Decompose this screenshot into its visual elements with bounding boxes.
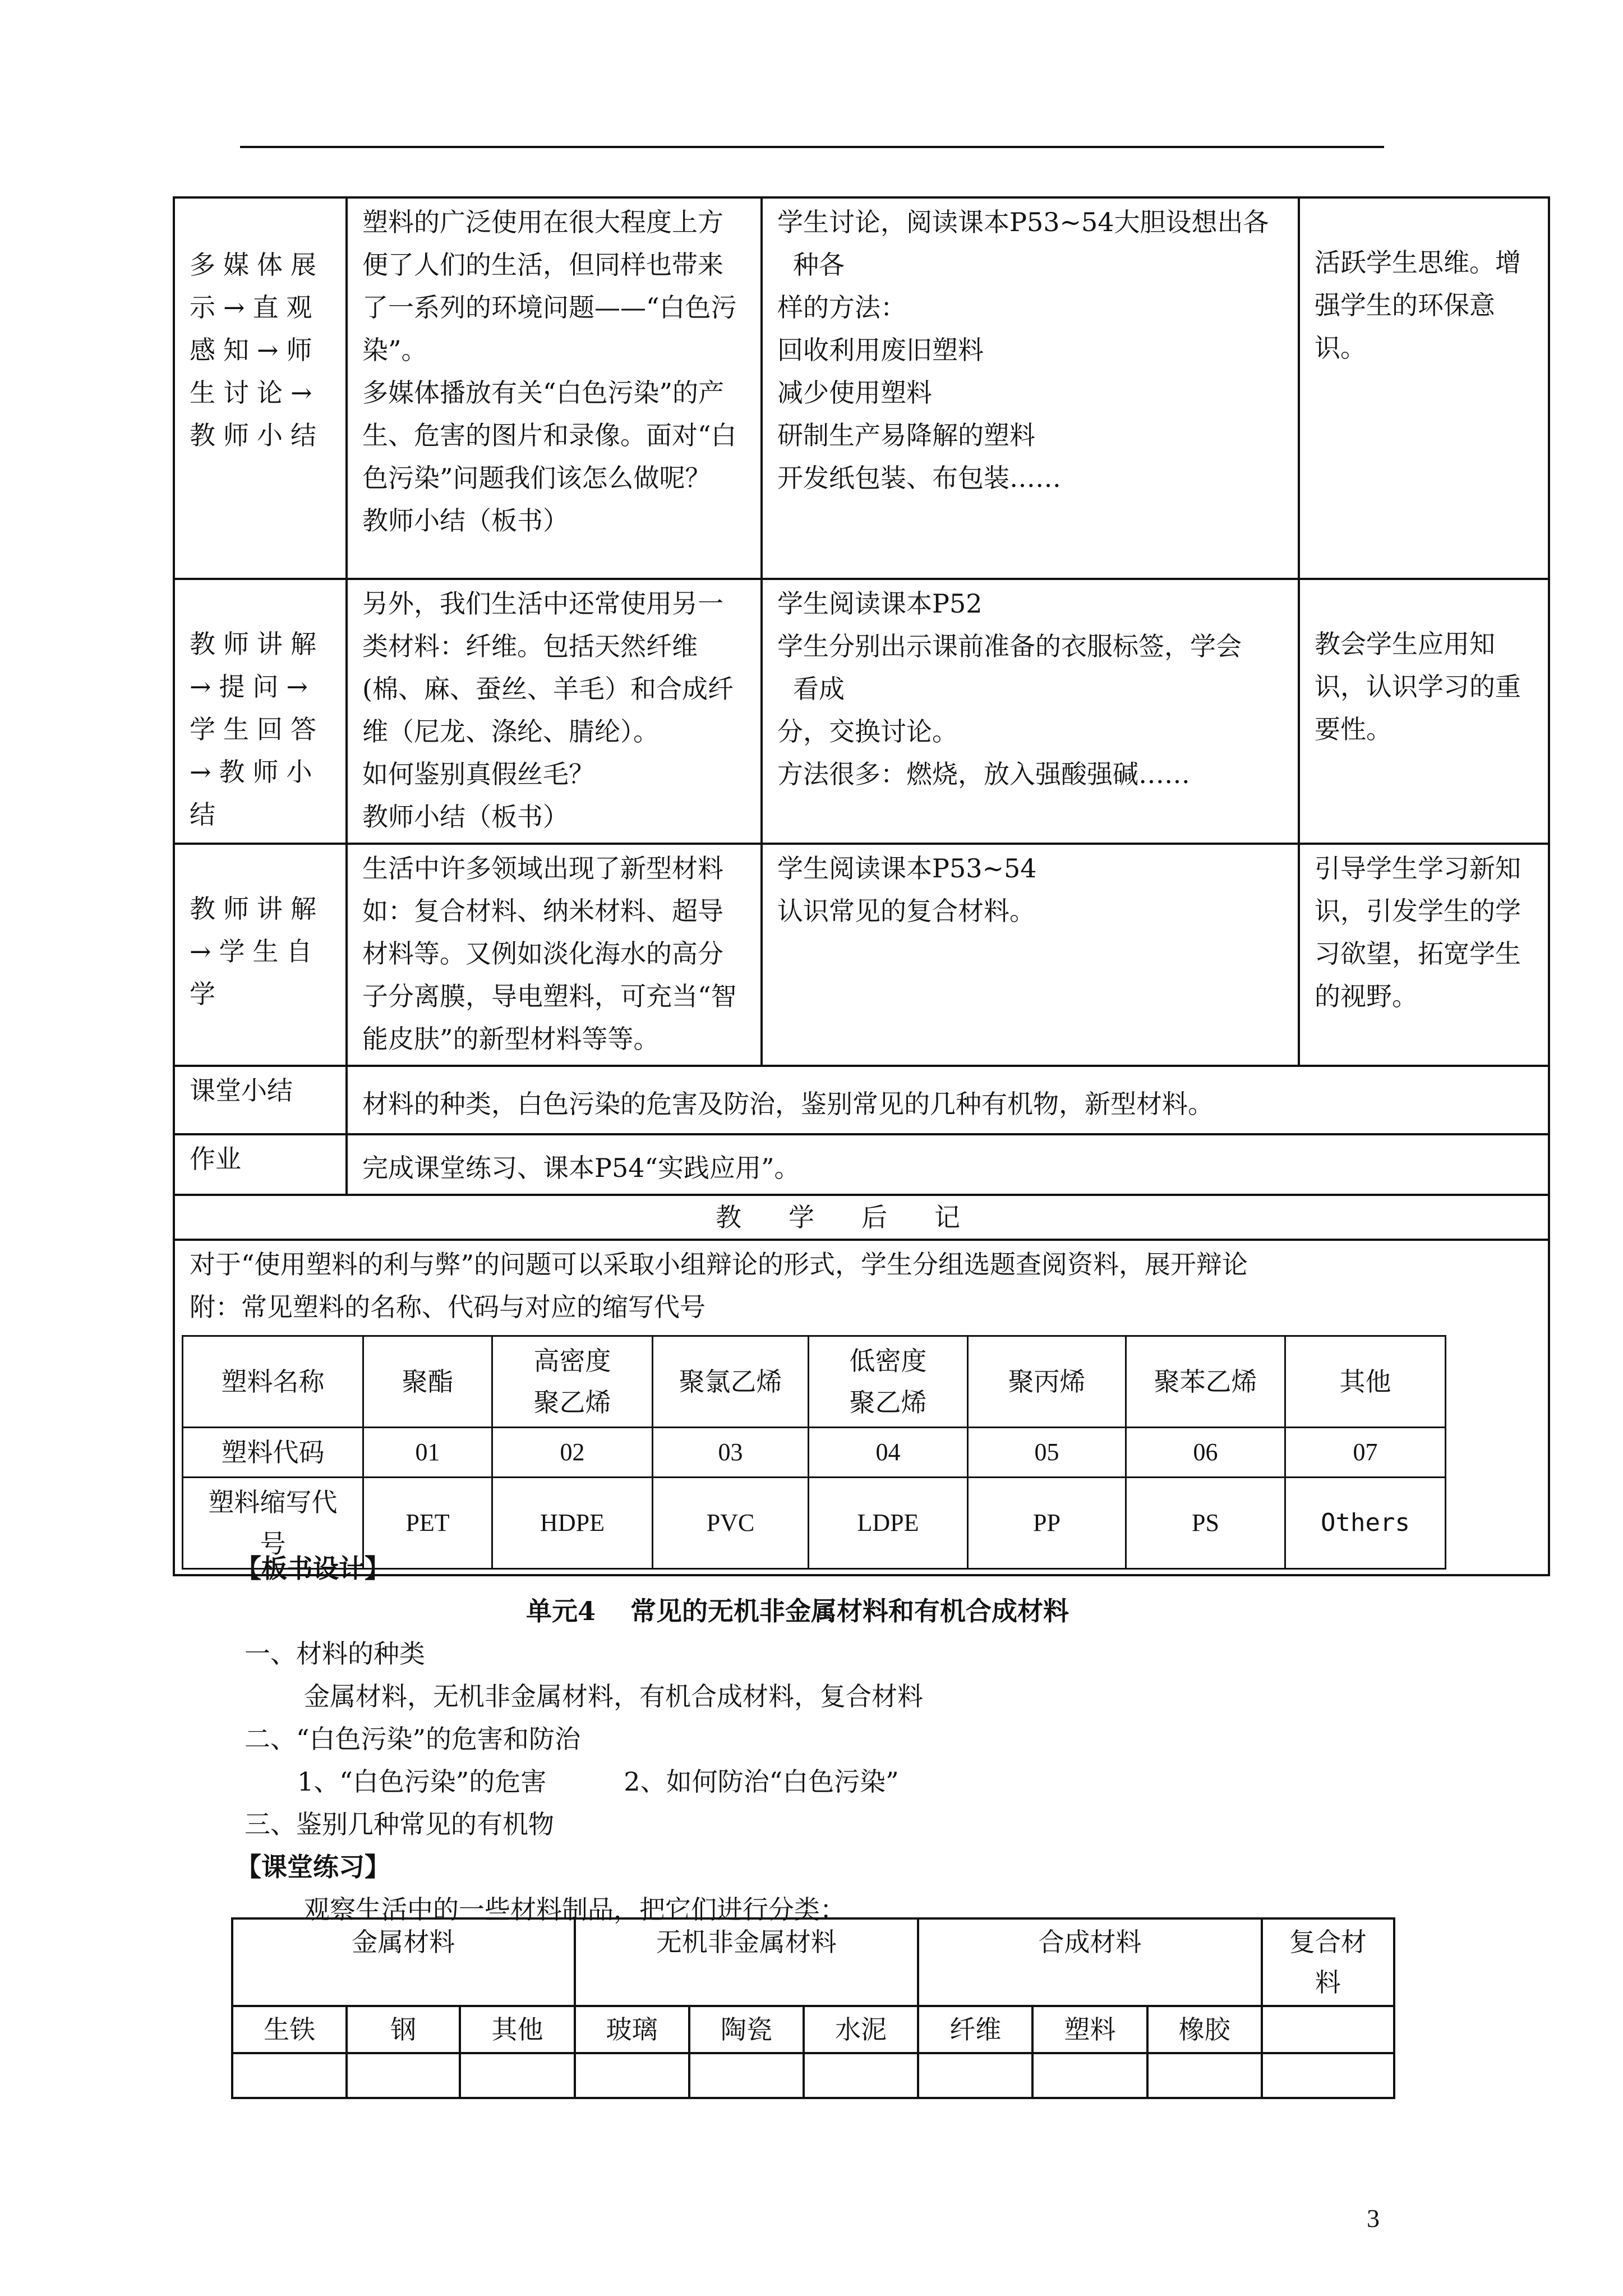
method-cell: 教师讲解→学生自学 (174, 844, 347, 1066)
plastic-code: 05 (968, 1428, 1126, 1478)
student-text: 学生讨论，阅读课本P53~54大胆设想出各 (777, 207, 1269, 237)
teacher-text: 多媒体播放有关“白色污染”的产生、危害的图片和录像。面对“白色污染”问题我们该怎么做呢？ (362, 378, 737, 493)
postscript-body (174, 1240, 1549, 1575)
method-cell: 教师讲解→提问→学生回答→教师小结 (174, 579, 347, 844)
homework-label: 作业 (174, 1134, 347, 1195)
plastic-name: 聚酯 (363, 1336, 492, 1428)
plastic-abbr: PP (968, 1478, 1126, 1569)
plastic-abbr: HDPE (492, 1478, 653, 1569)
student-text: 学生阅读课本P52 (777, 588, 983, 619)
postscript-row (174, 1240, 1549, 1575)
plastic-code: 02 (492, 1428, 653, 1478)
plastics-table (182, 1335, 1446, 1570)
answer-cell[interactable] (232, 2053, 347, 2098)
answer-cell[interactable] (689, 2053, 804, 2098)
plastic-code: 07 (1285, 1428, 1446, 1478)
exercise-table (231, 1917, 1395, 2099)
plastic-abbr: Others (1285, 1478, 1446, 1569)
plastic-name: 高密度聚乙烯 (492, 1336, 653, 1428)
student-text: 开发纸包装、布包装…… (777, 463, 1061, 493)
item-header: 橡胶 (1147, 2006, 1262, 2053)
student-text: 回收利用废旧塑料 (777, 335, 984, 365)
postscript-heading-row (174, 1195, 1549, 1240)
homework-row (174, 1134, 1549, 1195)
item-header: 塑料 (1032, 2006, 1147, 2053)
item-header: 生铁 (232, 2006, 347, 2053)
plastic-name: 聚丙烯 (968, 1336, 1126, 1428)
teacher-cell (347, 579, 762, 844)
student-text: 研制生产易降解的塑料 (777, 420, 1035, 450)
student-text: 方法很多：燃烧，放入强酸强碱…… (777, 759, 1190, 789)
teacher-text: 教师小结（板书） (362, 505, 569, 536)
header-rule (240, 146, 1384, 148)
teacher-cell (347, 844, 762, 1066)
board-section-1-body: 金属材料，无机非金属材料，有机合成材料，复合材料 (304, 1681, 923, 1711)
student-text: 看成 (793, 674, 845, 704)
group-header: 金属材料 (232, 1918, 575, 2006)
board-title: 单元4 常见的无机非金属材料和有机合成材料 (526, 1596, 1069, 1626)
plastic-abbr: PET (363, 1478, 492, 1569)
plastic-code: 03 (653, 1428, 809, 1478)
postscript-heading: 教学后记 (174, 1195, 1549, 1240)
plastic-abbr: PS (1126, 1478, 1285, 1569)
student-text: 种各 (793, 250, 845, 280)
row-label: 塑料代码 (183, 1428, 363, 1478)
answer-cell[interactable] (1147, 2053, 1262, 2098)
plastic-code: 04 (809, 1428, 968, 1478)
board-heading: 【板书设计】 (236, 1553, 390, 1584)
student-text: 认识常见的复合材料。 (777, 896, 1035, 926)
plastic-code: 01 (363, 1428, 492, 1478)
teacher-cell (347, 197, 762, 579)
plastic-name: 其他 (1285, 1336, 1446, 1428)
lesson-row (174, 197, 1549, 579)
answer-cell[interactable] (918, 2053, 1032, 2098)
postscript-note: 附：常见塑料的名称、代码与对应的缩写代号 (190, 1292, 706, 1322)
postscript-text: 对于“使用塑料的利与弊”的问题可以采取小组辩论的形式，学生分组选题查阅资料，展开辩论 (190, 1249, 1248, 1280)
student-text: 减少使用塑料 (777, 378, 932, 408)
lesson-table (173, 196, 1550, 1576)
lesson-row (174, 844, 1549, 1066)
answer-cell[interactable] (575, 2053, 689, 2098)
exercise-heading: 【课堂练习】 (236, 1852, 390, 1882)
purpose-cell: 活跃学生思维。增强学生的环保意识。 (1299, 197, 1549, 579)
lesson-row (174, 579, 1549, 844)
student-text: 样的方法： (777, 292, 906, 323)
plastic-name: 聚苯乙烯 (1126, 1336, 1285, 1428)
board-section-2-body: 1、“白色污染”的危害 2、如何防治“白色污染” (297, 1766, 899, 1797)
answer-cell[interactable] (1032, 2053, 1147, 2098)
item-header: 玻璃 (575, 2006, 689, 2053)
plastic-abbr: PVC (653, 1478, 809, 1569)
purpose-cell: 引导学生学习新知识，引发学生的学习欲望，拓宽学生的视野。 (1299, 844, 1549, 1066)
item-header: 其他 (460, 2006, 574, 2053)
answer-cell[interactable] (804, 2053, 918, 2098)
board-section-3: 三、鉴别几种常见的有机物 (245, 1809, 554, 1839)
plastic-name: 聚氯乙烯 (653, 1336, 809, 1428)
group-header: 合成材料 (918, 1918, 1262, 2006)
plastic-abbr: LDPE (809, 1478, 968, 1569)
summary-label: 课堂小结 (174, 1066, 347, 1134)
student-text: 学生分别出示课前准备的衣服标签，学会 (777, 631, 1242, 661)
student-text: 分，交换讨论。 (777, 716, 958, 747)
answer-cell[interactable] (347, 2053, 460, 2098)
summary-text: 材料的种类，白色污染的危害及防治，鉴别常见的几种有机物，新型材料。 (347, 1066, 1549, 1134)
student-cell (762, 197, 1299, 579)
exercise-group-row (232, 1918, 1394, 2006)
homework-text: 完成课堂练习、课本P54“实践应用”。 (347, 1134, 1549, 1195)
group-header: 无机非金属材料 (575, 1918, 919, 2006)
teacher-text: 如何鉴别真假丝毛？ (362, 759, 594, 789)
plastic-code: 06 (1126, 1428, 1285, 1478)
student-cell (762, 844, 1299, 1066)
answer-cell[interactable] (1262, 2053, 1394, 2098)
teacher-text: 生活中许多领域出现了新型材料如：复合材料、纳米材料、超导材料等。又例如淡化海水的高分子分离膜，导电塑料，可充当“智能皮肤”的新型材料等等。 (362, 853, 737, 1054)
plastics-code-row (183, 1428, 1446, 1478)
teacher-text: 另外，我们生活中还常使用另一类材料：纤维。包括天然纤维(棉、麻、蚕丝、羊毛）和合成纤维（尼龙、涤纶、腈纶）。 (362, 588, 734, 747)
student-cell (762, 579, 1299, 844)
method-cell: 多媒体展示→直观感知→师生讨论→教师小结 (174, 197, 347, 579)
student-text: 学生阅读课本P53~54 (777, 853, 1037, 884)
board-section-2: 二、“白色污染”的危害和防治 (245, 1724, 581, 1754)
board-section-1: 一、材料的种类 (245, 1639, 425, 1669)
blank-cell[interactable] (1262, 2006, 1394, 2053)
row-label: 塑料缩写代号 (183, 1478, 363, 1569)
row-label: 塑料名称 (183, 1336, 363, 1428)
answer-cell[interactable] (460, 2053, 574, 2098)
exercise-intro: 观察生活中的一些材料制品，把它们进行分类： (304, 1894, 846, 1925)
exercise-item-row (232, 2006, 1394, 2053)
teacher-text: 教师小结（板书） (362, 802, 569, 832)
purpose-cell: 教会学生应用知识，认识学习的重要性。 (1299, 579, 1549, 844)
item-header: 陶瓷 (689, 2006, 804, 2053)
plastics-name-row (183, 1336, 1446, 1428)
item-header: 纤维 (918, 2006, 1032, 2053)
page-number: 3 (1367, 2204, 1380, 2233)
item-header: 水泥 (804, 2006, 918, 2053)
teacher-text: 塑料的广泛使用在很大程度上方便了人们的生活，但同样也带来了一系列的环境问题——“白色污染”。 (362, 207, 737, 365)
summary-row (174, 1066, 1549, 1134)
plastic-name: 低密度聚乙烯 (809, 1336, 968, 1428)
exercise-answer-row (232, 2053, 1394, 2098)
group-header: 复合材料 (1262, 1918, 1394, 2006)
item-header: 钢 (347, 2006, 460, 2053)
